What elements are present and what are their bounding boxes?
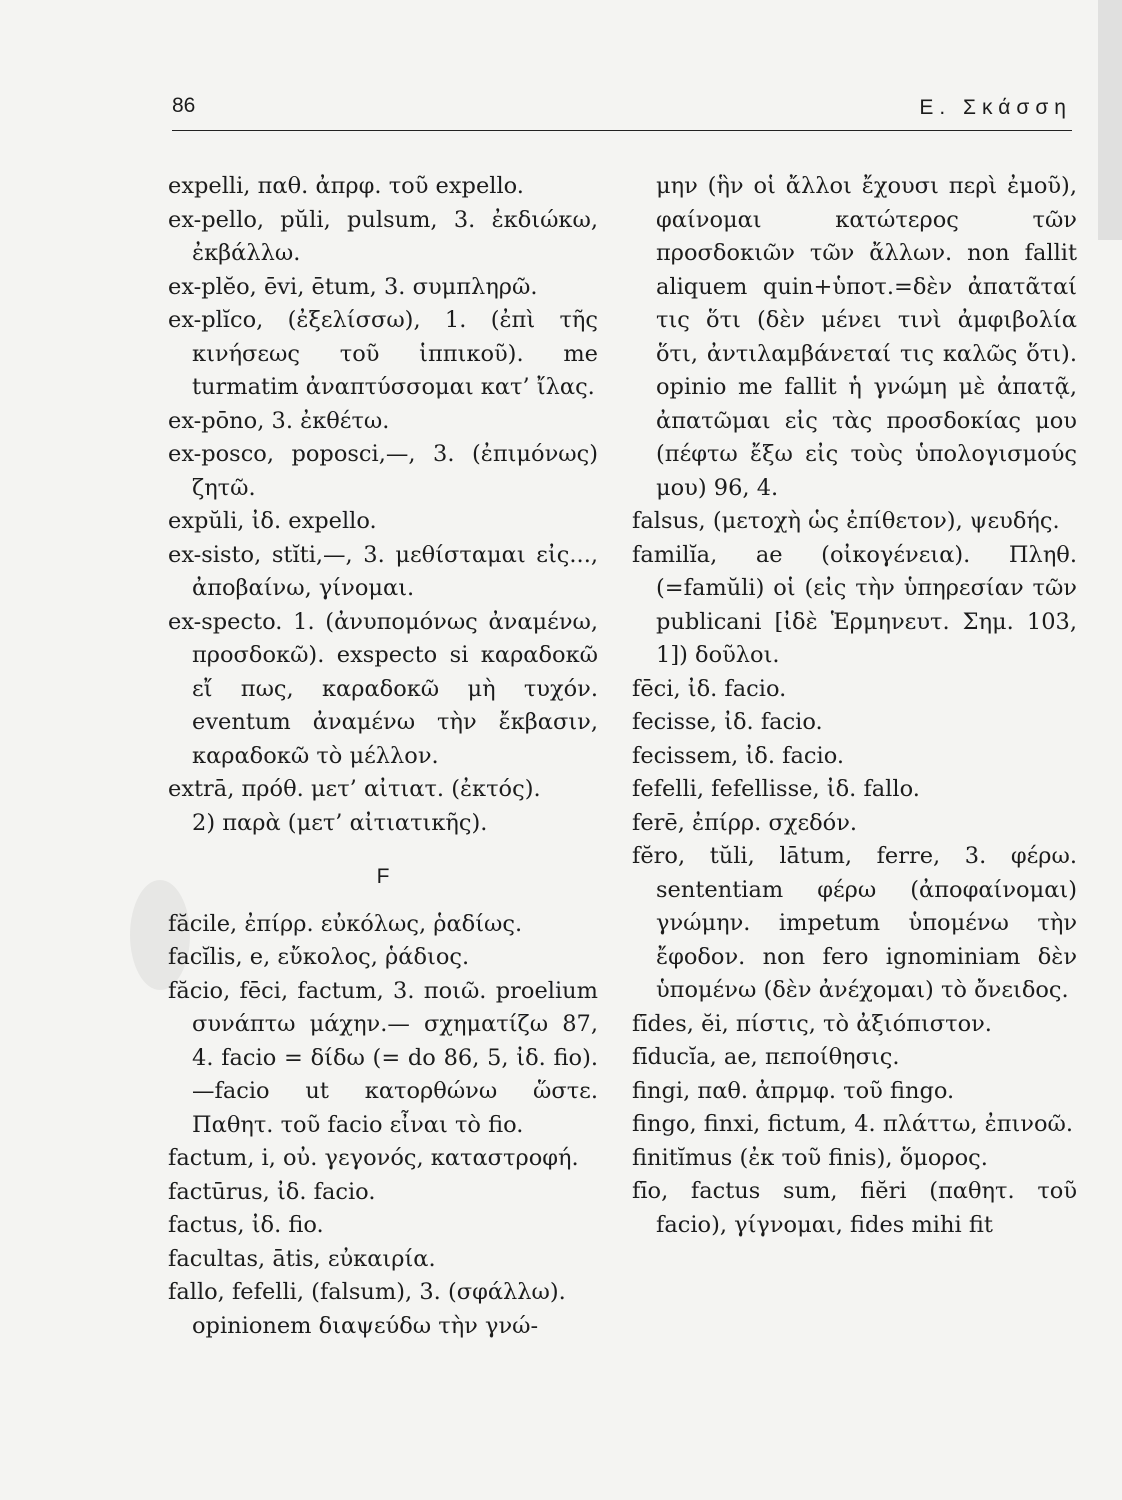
dictionary-entry: fallo, fefelli, (falsum), 3. (σφάλλω). — [168, 1279, 566, 1305]
dictionary-entry: fingo, finxi, fictum, 4. πλάττω, ἐπινοῶ. — [632, 1111, 1074, 1137]
dictionary-entry: ferē, ἐπίρρ. σχεδόν. — [632, 809, 858, 836]
dictionary-entry: expŭli, ἰδ. expello. — [168, 508, 377, 534]
entry-continuation: opinionem διαψεύδω τὴν γνώ- — [192, 1312, 539, 1339]
dictionary-entry: făcio, fēci, factum, 3. ποιῶ. proelium συνάπτω μάχην.— σχηματίζω 87, 4. facio = δίδω (= do 86, 5, ἰδ. fio).—facio ut κατορθώνω ὥστε. Παθητ. τοῦ facio εἶναι τὸ fio. — [168, 977, 598, 1138]
left-column — [168, 170, 598, 1343]
dictionary-entry: factum, i, οὐ. γεγονός, καταστροφή. — [168, 1145, 579, 1171]
dictionary-entry: factūrus, ἰδ. facio. — [168, 1178, 376, 1205]
dictionary-entry: fecisse, ἰδ. facio. — [632, 709, 823, 735]
dictionary-entry: finitĭmus (ἐκ τοῦ finis), ὅμορος. — [632, 1144, 988, 1171]
dictionary-entry: fīdes, ĕi, πίστις, τὸ ἀξιόπιστον. — [632, 1010, 992, 1037]
dictionary-entry: făcile, ἐπίρρ. εὐκόλως, ῥαδίως. — [168, 910, 523, 937]
dictionary-entry: expelli, παθ. ἀπρφ. τοῦ expello. — [168, 173, 524, 199]
dictionary-entry: familĭa, ae (οἰκογένεια). Πληθ. (=famŭli) οἱ (εἰς τὴν ὑπηρεσίαν τῶν publicani [ἰδὲ Ἑρμηνευτ. Σημ. 103, 1]) δοῦλοι. — [632, 541, 1077, 668]
dictionary-entry: ex-plĕo, ēvi, ētum, 3. συμπληρῶ. — [168, 273, 538, 300]
dictionary-entry: ex-pōno, 3. ἐκθέτω. — [168, 407, 390, 434]
section-letter: F — [376, 865, 390, 888]
dictionary-entry: fēci, ἰδ. facio. — [632, 675, 787, 702]
dictionary-entry: fīo, factus sum, fiĕri (παθητ. τοῦ facio), γίγνομαι, fides mihi fit — [632, 1178, 1077, 1238]
entry-continuation: 2) παρὰ (μετ’ αἰτιατικῆς). — [192, 809, 488, 836]
dictionary-entry: fīducĭa, ae, πεποίθησις. — [632, 1044, 900, 1070]
dictionary-entry: ex-pello, pŭli, pulsum, 3. ἐκδιώκω, ἐκβάλλω. — [168, 206, 598, 266]
running-head: Ε. Σκάσση — [919, 96, 1072, 119]
dictionary-entry: ex-plĭco, (ἐξελίσσω), 1. (ἐπὶ τῆς κινήσεως τοῦ ἱππικοῦ). me turmatim ἀναπτύσσομαι κατ’ ἴλας. — [168, 307, 598, 400]
dictionary-entry: fĕro, tŭli, lātum, ferre, 3. φέρω. sententiam φέρω (ἀποφαίνομαι) γνώμην. impetum ὑπομένω τὴν ἔφοδον. non fero ignominiam δὲν ὑπομένω (δὲν ἀνέχομαι) τὸ ὄνειδος. — [632, 843, 1077, 1003]
dictionary-entry: extrā, πρόθ. μετ’ αἰτιατ. (ἐκτός). — [168, 776, 541, 802]
dictionary-entry: factus, ἰδ. fio. — [168, 1212, 324, 1238]
right-column — [632, 170, 1077, 1242]
dictionary-entry: falsus, (μετοχὴ ὡς ἐπίθετον), ψευδής. — [632, 508, 1060, 534]
dictionary-entry: facĭlis, e, εὔκολος, ῥάδιος. — [168, 944, 470, 970]
entry-continuation: μην (ἣν οἱ ἄλλοι ἔχουσι περὶ ἐμοῦ), φαίνομαι κατώτερος τῶν προσδοκιῶν τῶν ἄλλων. non fallit aliquem quin+ὑποτ.=δὲν ἀπατᾶταί τις ὅτι (δὲν μένει τινὶ ἀμφιβολία ὅτι, ἀντιλαμβάνεταί τις καλῶς ὅτι). opinio me fallit ἡ γνώμη μὲ ἀπατᾷ, ἀπατῶμαι εἰς τὰς προσδοκίας μου (πέφτω ἔξω εἰς τοὺς ὑπολογισμούς μου) 96, 4. — [656, 173, 1077, 501]
dictionary-entry: fingi, παθ. ἀπρμφ. τοῦ fingo. — [632, 1077, 955, 1104]
dictionary-entry: fefelli, fefellisse, ἰδ. fallo. — [632, 776, 920, 802]
page-number: 86 — [172, 94, 196, 117]
dictionary-entry: ex-posco, poposci,—, 3. (ἐπιμόνως) ζητῶ. — [168, 441, 598, 501]
dictionary-entry: ex-specto. 1. (ἀνυπομόνως ἀναμένω, προσδοκῶ). exspecto si καραδοκῶ εἴ πως, καραδοκῶ μὴ τυχόν. eventum ἀναμένω τὴν ἔκβασιν, καραδοκῶ τὸ μέλλον. — [168, 608, 598, 769]
dictionary-entry: fecissem, ἰδ. facio. — [632, 742, 845, 769]
dictionary-entry: ex-sisto, stĭti,—, 3. μεθίσταμαι εἰς..., ἀποβαίνω, γίνομαι. — [168, 541, 598, 601]
dictionary-entry: facultas, ātis, εὐκαιρία. — [168, 1245, 436, 1272]
page-header — [172, 94, 1072, 131]
